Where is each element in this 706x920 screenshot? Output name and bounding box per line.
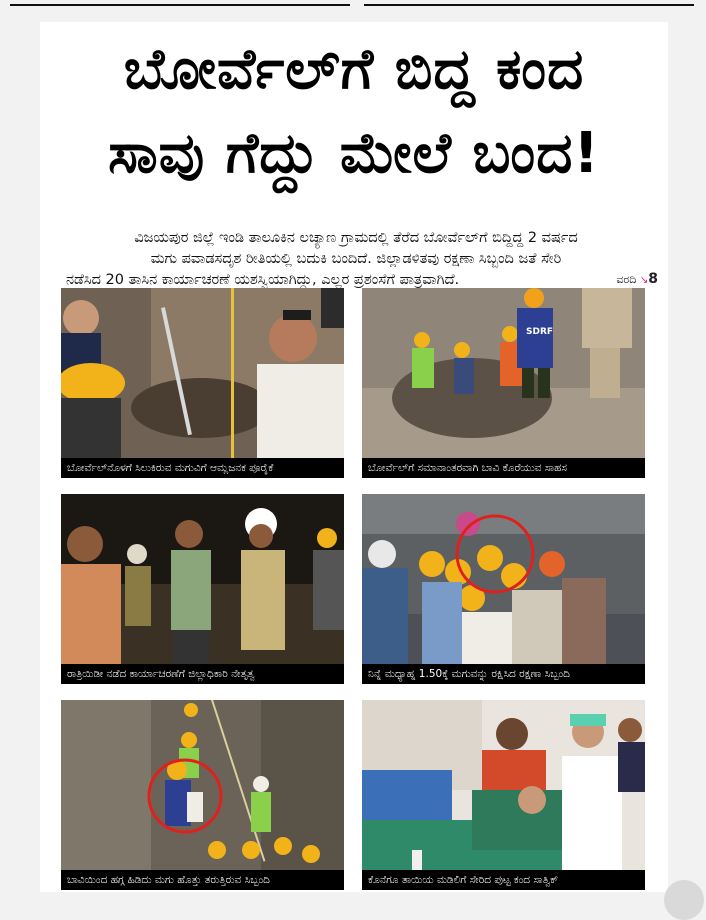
photo-parallel-well-image (362, 288, 645, 458)
photo-night-operation (61, 494, 344, 684)
photo-caption: ಬಾವಿಯಿಂದ ಹಗ್ಗ ಹಿಡಿದು ಮಗು ಹೊತ್ತು ತರುತ್ತಿರುವ ಸಿಬ್ಬಂದಿ (61, 870, 344, 890)
photo-caption: ರಾತ್ರಿಯಿಡೀ ನಡೆದ ಕಾರ್ಯಾಚರಣೆಗೆ ಜಿಲ್ಲಾಧಿಕಾರಿ ನೇತೃತ್ವ (61, 664, 344, 684)
photo-child-rescue (362, 494, 645, 684)
scroll-to-top-button[interactable] (664, 880, 704, 920)
photo-rope-lift-image (61, 700, 344, 870)
top-rule (10, 4, 694, 6)
lead-line-1: ವಿಜಯಪುರ ಜಿಲ್ಲೆ ಇಂಡಿ ತಾಲೂಕಿನ ಲಚ್ಯಾಣ ಗ್ರಾಮದಲ್ಲಿ ತೆರೆದ ಬೋರ್ವೆಲ್‌ಗೆ ಬಿದ್ದಿದ್ದ 2 ವರ್ಷದ (134, 230, 578, 246)
arrow-icon: ↘ (639, 275, 649, 286)
report-label: ವರದಿ (616, 273, 637, 286)
photo-mother-child (362, 700, 645, 890)
headline-line-1: ಬೋರ್ವೆಲ್‌ಗೆ ಬಿದ್ದ ಕಂದ (123, 37, 585, 102)
photo-caption: ನಿನ್ನೆ ಮಧ್ಯಾಹ್ನ 1.50ಕ್ಕೆ ಮಗುವನ್ನು ರಕ್ಷಿಸಿದ ರಕ್ಷಣಾ ಸಿಬ್ಬಂದಿ (362, 664, 645, 684)
photo-caption: ಕೊನೆಗೂ ತಾಯಿಯ ಮಡಿಲಿಗೆ ಸೇರಿದ ಪುಟ್ಟ ಕಂದ ಸಾತ್ವಿಕ್ (362, 870, 645, 890)
newspaper-page (40, 22, 668, 892)
report-page-number: 8 (648, 271, 658, 287)
photo-oxygen-supply (61, 288, 344, 478)
lead-line-2: ಮಗು ಪವಾಡಸದೃಶ ರೀತಿಯಲ್ಲಿ ಬದುಕಿ ಬಂದಿದೆ. ಜಿಲ್ಲಾಡಳಿತವು ರಕ್ಷಣಾ ಸಿಬ್ಬಂದಿ ಜತೆ ಸೇರಿ (150, 251, 562, 267)
photo-mother-child-image (362, 700, 645, 870)
photo-caption: ಬೋರ್ವೆಲ್‌ನೊಳಗೆ ಸಿಲುಕಿರುವ ಮಗುವಿಗೆ ಆಮ್ಲಜನಕ ಪೂರೈಕೆ (61, 458, 344, 478)
photo-night-operation-image (61, 494, 344, 664)
photo-oxygen-supply-image (61, 288, 344, 458)
lead-paragraph (66, 228, 658, 291)
photo-caption: ಬೋರ್ವೆಲ್‌ಗೆ ಸಮಾನಾಂತರವಾಗಿ ಬಾವಿ ಕೊರೆಯುವ ಸಾಹಸ (362, 458, 645, 478)
sdrf-vest-label: SDRF (526, 327, 554, 337)
photo-rope-lift (61, 700, 344, 890)
photo-parallel-well (362, 288, 645, 478)
headline-line-2: ಸಾವು ಗೆದ್ದು ಮೇಲೆ ಬಂದ! (108, 121, 600, 186)
lead-line-3: ನಡೆಸಿದ 20 ತಾಸಿನ ಕಾರ್ಯಾಚರಣೆ ಯಶಸ್ವಿಯಾಗಿದ್ದು, ಎಲ್ಲರ ಪ್ರಶಂಸೆಗೆ ಪಾತ್ರವಾಗಿದೆ. (66, 272, 460, 288)
photo-child-rescue-image (362, 494, 645, 664)
